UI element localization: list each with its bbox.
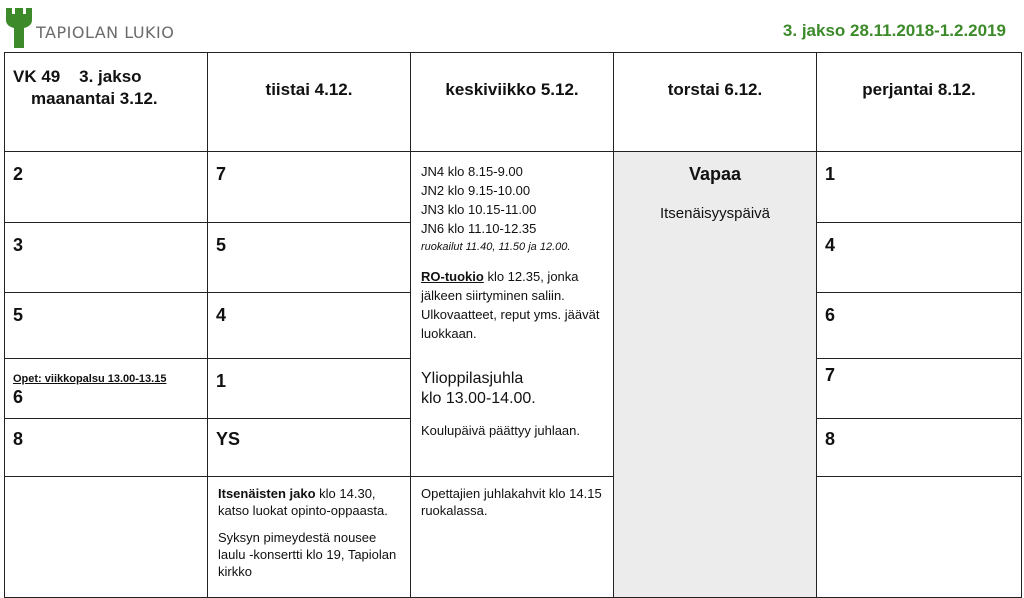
self-study-label: Itsenäisten jako — [218, 486, 316, 501]
day-friday: perjantai 8.12. — [817, 53, 1022, 152]
concert-note: Syksyn pimeydestä nousee laulu -konsertti klo 19, Tapiolan kirkko — [218, 530, 397, 579]
table-row — [5, 477, 1022, 598]
tuesday-slot: 7 — [208, 152, 411, 223]
jn-line: JN6 klo 11.10-12.35 — [421, 221, 537, 236]
week-header — [5, 53, 208, 152]
ro-text: klo 12.35, jonka jälkeen siirtyminen saliin. Ulkovaatteet, reput yms. jäävät luokkaan. — [421, 269, 600, 341]
jn-line: JN2 klo 9.15-10.00 — [421, 183, 531, 198]
friday-slot: 4 — [817, 223, 1022, 293]
friday-slot: 8 — [817, 419, 1022, 477]
self-study-note — [218, 485, 404, 519]
logo-text: TAPIOLAN LUKIO — [36, 23, 175, 42]
header-row — [5, 53, 1022, 152]
monday-empty — [5, 477, 208, 598]
ro-note — [421, 267, 607, 343]
tree-logo-icon — [4, 6, 34, 48]
monday-slot: 8 — [5, 419, 208, 477]
tuesday-slot: 1 — [208, 359, 411, 419]
friday-empty — [817, 477, 1022, 598]
day-tuesday: tiistai 4.12. — [208, 53, 411, 152]
teacher-meeting-note: Opet: viikkopalsu 13.00-13.15 — [13, 373, 167, 385]
wednesday-cell — [411, 152, 614, 477]
day-thursday: torstai 6.12. — [614, 53, 817, 152]
jn-line: JN4 klo 8.15-9.00 — [421, 164, 523, 179]
monday-slot: 2 — [5, 152, 208, 223]
monday-slot — [5, 359, 208, 419]
day-monday: maanantai 3.12. — [31, 89, 158, 108]
holiday-subtitle: Itsenäisyyspäivä — [659, 205, 771, 222]
friday-slot: 1 — [817, 152, 1022, 223]
table-row — [5, 152, 1022, 223]
ro-label: RO-tuokio — [421, 269, 484, 284]
monday-slot: 5 — [5, 293, 208, 359]
tuesday-note — [208, 477, 411, 598]
teachers-coffee-note: Opettajien juhlakahvit klo 14.15 ruokalassa. — [411, 477, 614, 598]
jn-line: JN3 klo 10.15-11.00 — [421, 202, 537, 217]
day-ends-note: Koulupäivä päättyy juhlaan. — [421, 423, 581, 438]
friday-slot: 7 — [817, 359, 1022, 419]
friday-slot: 6 — [817, 293, 1022, 359]
tuesday-slot: 5 — [208, 223, 411, 293]
week-number: VK 49 — [13, 67, 61, 86]
tuesday-slot: YS — [208, 419, 411, 477]
monday-slot-number: 6 — [13, 387, 24, 407]
holiday-title: Vapaa — [688, 164, 742, 184]
jakso-label: 3. jakso — [79, 67, 142, 86]
period-title: 3. jakso 28.11.2018-1.2.2019 — [782, 21, 1006, 40]
celebration-time: klo 13.00-14.00. — [421, 390, 536, 407]
schedule-table — [4, 52, 1022, 598]
celebration-title: Ylioppilasjuhla — [421, 370, 524, 387]
lunch-note: ruokailut 11.40, 11.50 ja 12.00. — [421, 241, 571, 253]
self-study-text: klo 14.30, katso luokat opinto-oppaasta. — [218, 486, 388, 518]
tuesday-slot: 4 — [208, 293, 411, 359]
monday-slot: 3 — [5, 223, 208, 293]
thursday-cell — [614, 152, 817, 598]
day-wednesday: keskiviikko 5.12. — [411, 53, 614, 152]
school-logo — [4, 0, 174, 48]
